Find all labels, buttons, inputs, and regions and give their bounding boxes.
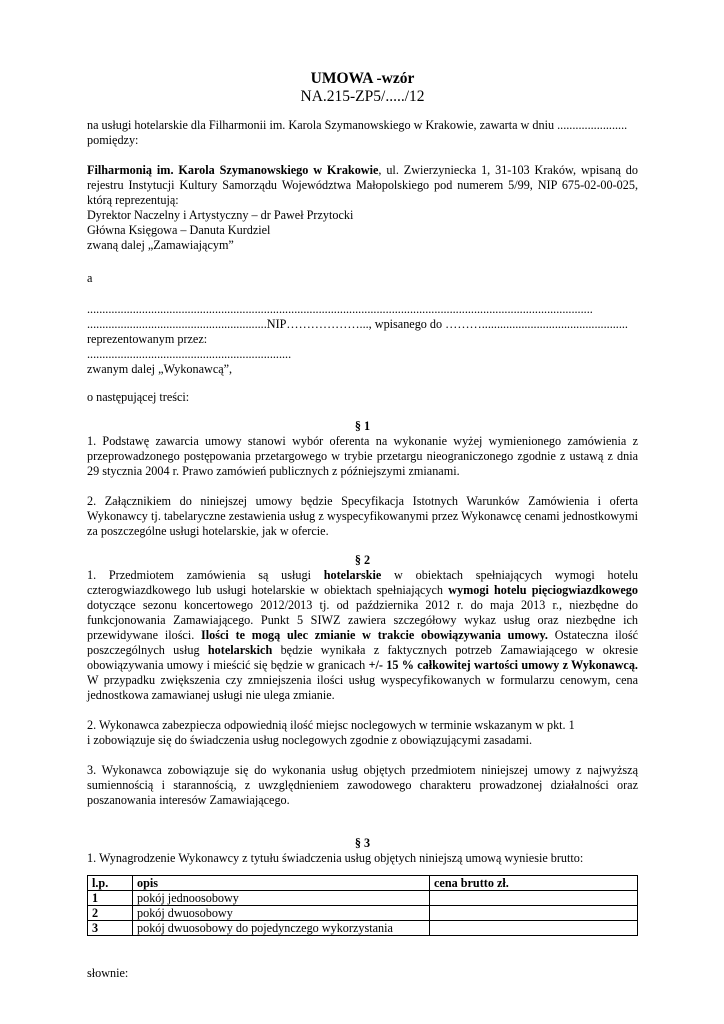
header-lp: l.p. bbox=[88, 876, 133, 891]
document-number: NA.215-ZP5/...../12 bbox=[300, 88, 425, 105]
price-table bbox=[87, 875, 638, 936]
party1-rep-director: Dyrektor Naczelny i Artystyczny – dr Paweł Przytocki bbox=[87, 208, 354, 222]
section3-heading: § 3 bbox=[354, 836, 371, 850]
party2-dots-line: ...................................................................................................................................................................... bbox=[87, 302, 593, 316]
party2-called: zwanym dalej „Wykonawcą”, bbox=[87, 362, 233, 376]
row-description: pokój dwuosobowy do pojedynczego wykorzystania bbox=[133, 921, 430, 936]
header-description: opis bbox=[133, 876, 430, 891]
between-label: pomiędzy: bbox=[87, 133, 139, 147]
row-description: pokój jednoosobowy bbox=[133, 891, 430, 906]
header-gross-price: cena brutto zł. bbox=[430, 876, 638, 891]
section2-point1: 1. Przedmiotem zamówienia są usługi hotelarskie w obiektach spełniających wymogi hotelu czterogwiazdkowego lub usługi hotelarskie w obiektach spełniających wymogi hotelu pięciogwiazdkowego dotyczące sezonu koncertowego 2012/2013 tj. od października 2012 r. do maja 2013 r., niezbędne do funkcjonowania Zamawiającego. Punkt 5 SIWZ zawiera szczegółowy wykaz usług oraz niezbędne ich przewidywane ilości. Ilości te mogą ulec zmianie w trakcie obowiązywania umowy. Ostateczna ilość poszczególnych usług hotelarskich będzie wynikała z faktycznych potrzeb Zamawiającego w okresie obowiązywania umowy i mieścić się będzie w granicach +/- 15 % całkowitej wartości umowy z Wykonawcą. W przypadku zwiększenia czy zmniejszenia ilości usług wyspecyfikowanych w formularzu cenowym, cena jednostkowa zamawianej usługi nie ulega zmianie. bbox=[87, 568, 638, 702]
party1-paragraph bbox=[87, 163, 638, 208]
row-price-cell[interactable] bbox=[430, 891, 638, 906]
section1-heading: § 1 bbox=[354, 419, 371, 433]
table-header-row bbox=[88, 876, 638, 891]
section2-heading: § 2 bbox=[354, 553, 371, 567]
row-number: 2 bbox=[88, 906, 133, 921]
section1-point1: 1. Podstawę zawarcia umowy stanowi wybór oferenta na wykonanie wyżej wymienionego zamówienia z przeprowadzonego postępowania przetargowego w trybie przetargu nieograniczonego zgodnie z ustawą z dnia 29 stycznia 2004 r. Prawo zamówień publicznych z późniejszymi zmianami. bbox=[87, 434, 638, 478]
row-price-cell[interactable] bbox=[430, 906, 638, 921]
intro-line: na usługi hotelarskie dla Filharmonii im. Karola Szymanowskiego w Krakowie, zawarta w dniu ....................... bbox=[87, 118, 628, 132]
row-description: pokój dwuosobowy bbox=[133, 906, 430, 921]
following-label: o następującej treści: bbox=[87, 390, 190, 404]
document-title: UMOWA -wzór bbox=[310, 70, 415, 87]
party1-name: Filharmonią im. Karola Szymanowskiego w Krakowie bbox=[87, 163, 379, 177]
section3-point1: 1. Wynagrodzenie Wykonawcy z tytułu świadczenia usług objętych niniejszą umową wyniesie brutto: bbox=[87, 851, 584, 865]
party1-rep-accountant: Główna Księgowa – Danuta Kurdziel bbox=[87, 223, 271, 237]
table-row bbox=[88, 921, 638, 936]
party2-rep-dots: ................................................................... bbox=[87, 347, 292, 361]
section2-point2: 2. Wykonawca zabezpiecza odpowiednią ilość miejsc noclegowych w terminie wskazanym w pkt. 1 i zobowiązuje się do świadczenia usług noclegowych zgodnie z obowiązującymi zasadami. bbox=[87, 718, 575, 747]
party2-represented-label: reprezentowanym przez: bbox=[87, 332, 208, 346]
row-number: 1 bbox=[88, 891, 133, 906]
row-number: 3 bbox=[88, 921, 133, 936]
party2-nip-line bbox=[87, 317, 638, 332]
party2-nip-label: ...........................................................NIP bbox=[87, 317, 287, 331]
party1-address: , ul. Zwierzyniecka 1, 31-103 Kraków, wpisaną do rejestru Instytucji Kultury Samorządu Województwa Małopolskiego pod numerem 5/99, NIP 675-02-00-025, którą reprezentują: bbox=[87, 163, 638, 207]
section1-point2: 2. Załącznikiem do niniejszej umowy będzie Specyfikacja Istotnych Warunków Zamówienia i oferta Wykonawcy tj. tabelaryczne zestawienia usług z wyspecyfikowanymi przez Wykonawcę cenami jednostkowymi za poszczególne usługi hotelarskie, jak w ofercie. bbox=[87, 494, 638, 538]
party2-register: ………………..., wpisanego do ………................................................ bbox=[286, 317, 628, 331]
in-words-label: słownie: bbox=[87, 966, 129, 980]
row-price-cell[interactable] bbox=[430, 921, 638, 936]
table-row bbox=[88, 891, 638, 906]
party1-called: zwaną dalej „Zamawiającym” bbox=[87, 238, 234, 252]
and-label: a bbox=[87, 271, 93, 285]
table-row bbox=[88, 906, 638, 921]
contract-page bbox=[87, 70, 638, 981]
section2-point3: 3. Wykonawca zobowiązuje się do wykonania usług objętych przedmiotem niniejszej umowy z najwyższą sumiennością i starannością, z uwzględnieniem zawodowego charakteru prowadzonej działalności oraz poszanowania interesów Zamawiającego. bbox=[87, 763, 638, 807]
